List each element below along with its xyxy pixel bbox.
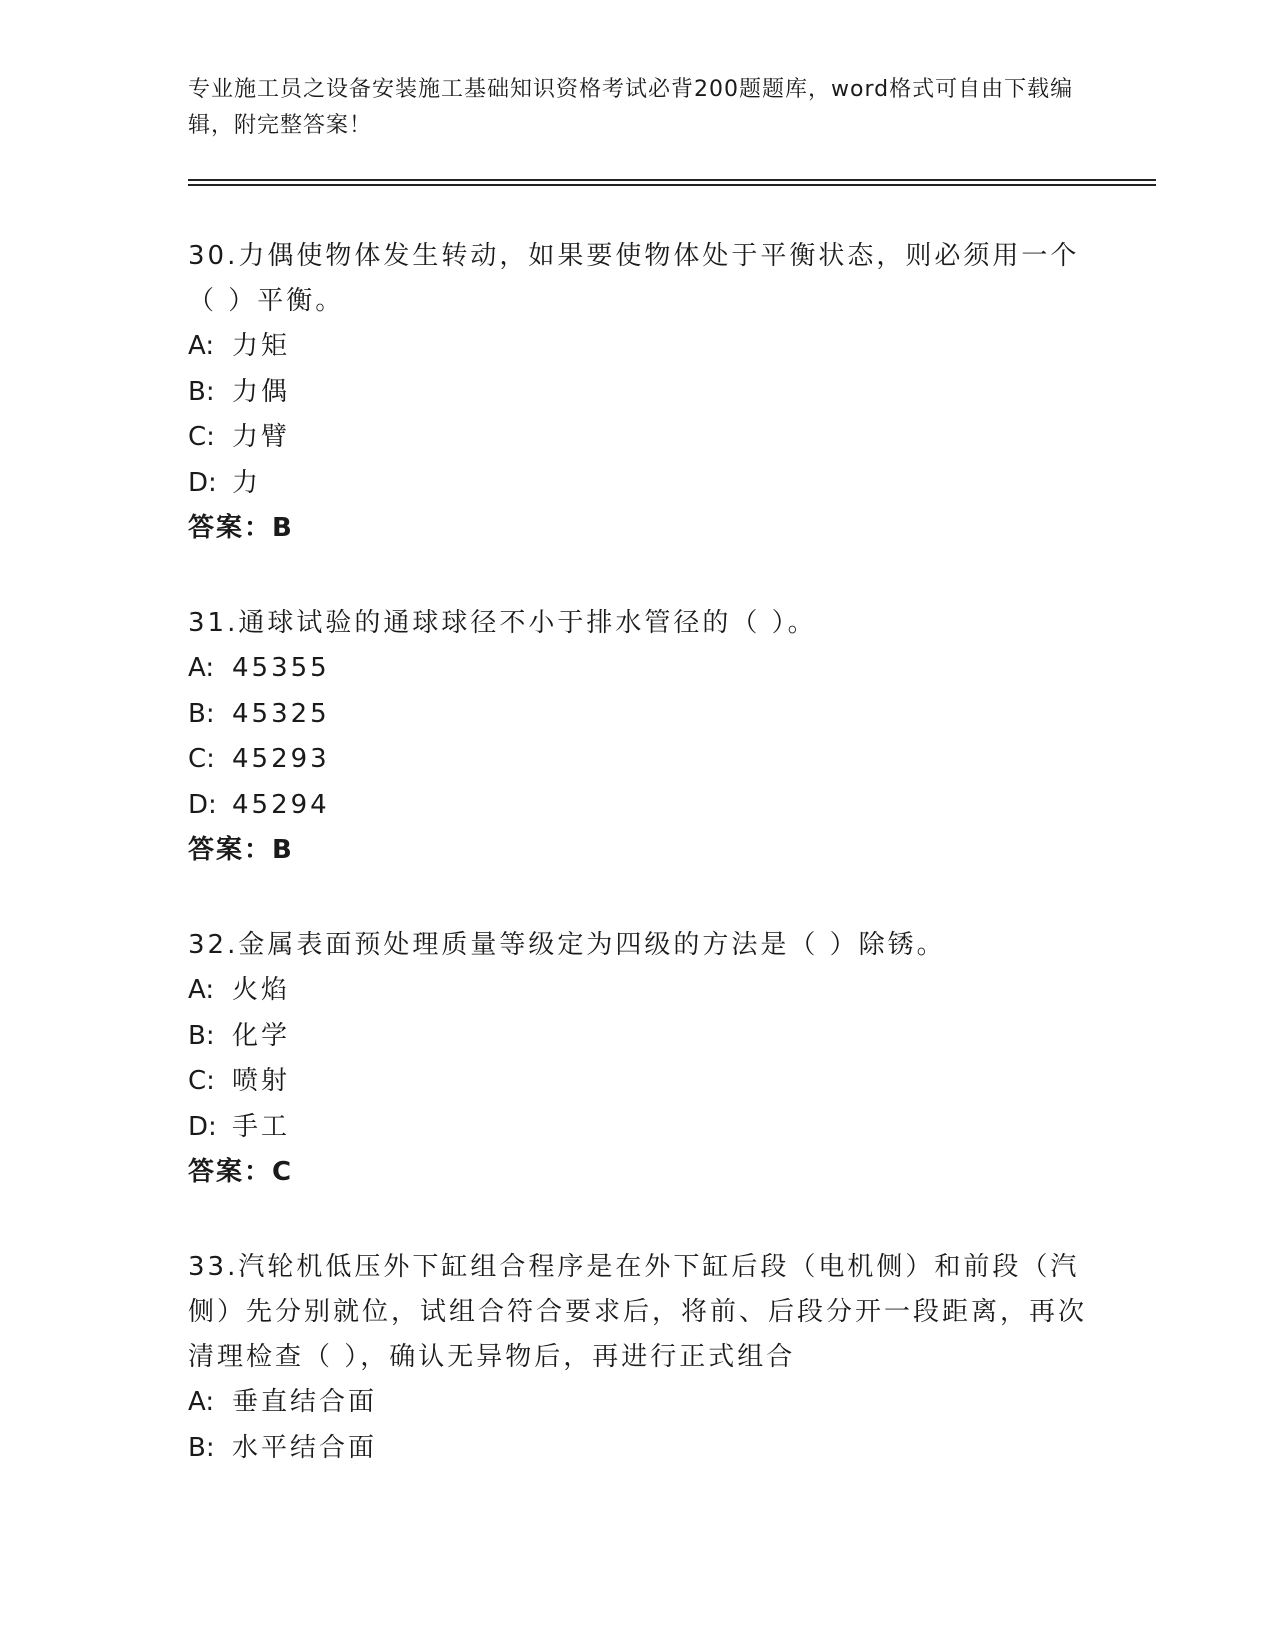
option-letter: B: (188, 376, 215, 407)
answer-line (188, 1150, 1088, 1195)
option-text: 火焰 (232, 975, 291, 1005)
document-header: 专业施工员之设备安装施工基础知识资格考试必背200题题库，word格式可自由下载编辑，附完整答案！ (188, 77, 1074, 138)
option-text: 垂直结合面 (232, 1387, 378, 1417)
option-text: 力臂 (232, 422, 291, 452)
option-letter: A: (188, 653, 215, 683)
option-d (188, 783, 1088, 829)
question-text: 31.通球试验的通球球径不小于排水管径的（ ）。 (188, 608, 817, 638)
option-letter: D: (188, 1111, 217, 1142)
option-letter: B: (188, 1020, 215, 1051)
answer-value: B (272, 835, 294, 865)
option-text: 力 (232, 467, 262, 498)
option-a (188, 646, 1088, 692)
option-letter: C: (188, 744, 215, 774)
option-b (188, 1426, 1088, 1472)
option-letter: B: (188, 1432, 215, 1463)
question-32 (188, 923, 1088, 1195)
header-rule-bottom (188, 184, 1156, 186)
header-rule-top (188, 179, 1156, 181)
question-text: 33.汽轮机低压外下缸组合程序是在外下缸后段（电机侧）和前段（汽侧）先分别就位，试组合符合要求后，将前、后段分开一段距离，再次清理检查（ ），确认无异物后，再进行正式组合 (188, 1252, 1088, 1372)
option-c (188, 415, 1088, 461)
answer-line (188, 506, 1088, 551)
option-a (188, 1380, 1088, 1426)
question-33 (188, 1245, 1088, 1471)
option-c (188, 737, 1088, 783)
option-text: 手工 (232, 1111, 291, 1142)
option-text: 45293 (232, 744, 330, 774)
option-b (188, 692, 1088, 738)
answer-line (188, 828, 1088, 873)
option-a (188, 324, 1088, 370)
answer-label: 答案： (188, 1157, 273, 1187)
question-list (188, 234, 1088, 1521)
option-text: 45325 (232, 698, 330, 729)
option-b (188, 370, 1088, 416)
option-text: 45294 (232, 789, 330, 820)
answer-label: 答案： (188, 513, 273, 543)
option-letter: A: (188, 331, 215, 361)
answer-value: B (272, 513, 294, 543)
option-a (188, 968, 1088, 1014)
question-text: 30.力偶使物体发生转动，如果要使物体处于平衡状态，则必须用一个（ ）平衡。 (188, 241, 1080, 316)
question-30 (188, 234, 1088, 551)
option-text: 水平结合面 (232, 1432, 378, 1463)
option-d (188, 1105, 1088, 1151)
option-letter: B: (188, 698, 215, 729)
answer-label: 答案： (188, 835, 273, 865)
option-letter: A: (188, 1387, 215, 1417)
option-text: 45355 (232, 653, 330, 683)
option-letter: A: (188, 975, 215, 1005)
option-c (188, 1059, 1088, 1105)
option-letter: D: (188, 467, 217, 498)
answer-value: C (272, 1157, 294, 1187)
option-d (188, 461, 1088, 507)
option-text: 喷射 (232, 1066, 291, 1096)
option-letter: C: (188, 422, 215, 452)
option-text: 力矩 (232, 331, 291, 361)
option-text: 化学 (232, 1020, 291, 1051)
option-letter: C: (188, 1066, 215, 1096)
option-text: 力偶 (232, 376, 291, 407)
option-b (188, 1014, 1088, 1060)
question-text: 32.金属表面预处理质量等级定为四级的方法是（ ）除锈。 (188, 930, 946, 960)
question-31 (188, 601, 1088, 873)
option-letter: D: (188, 789, 217, 820)
